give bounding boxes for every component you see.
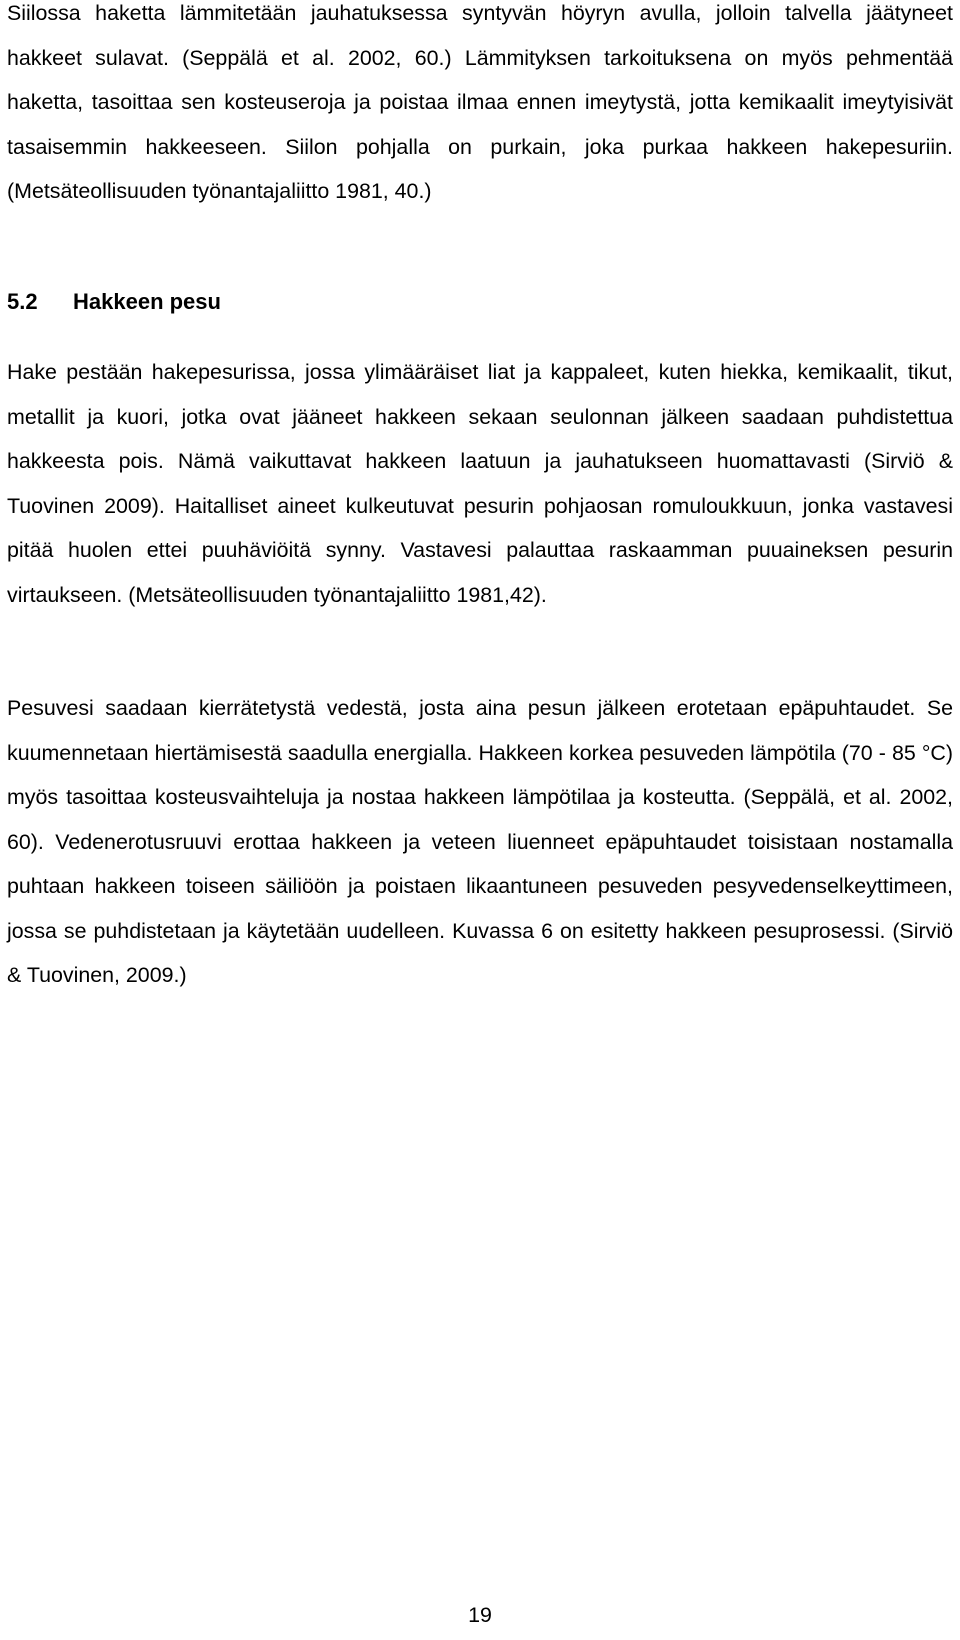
section-title: Hakkeen pesu bbox=[73, 289, 221, 314]
section-number: 5.2 bbox=[7, 289, 38, 314]
section-heading bbox=[7, 287, 221, 317]
page-number: 19 bbox=[468, 1603, 492, 1627]
body-paragraph: Pesuvesi saadaan kierrätetystä vedestä, josta aina pesun jälkeen erotetaan epäpuhtaudet. Se kuumennetaan hiertämisestä saadulla energialla. Hakkeen korkea pesuveden lämpötila (70 - 85 °C) myös tasoittaa kosteusvaihteluja ja nostaa hakkeen lämpötilaa ja kosteutta. (Seppälä, et al. 2002, 60). Vedenerotusruuvi erottaa hakkeen ja veteen liuenneet epäpuhtaudet toisistaan nostamalla puhtaan hakkeen toiseen säiliöön ja poistaen likaantuneen pesuveden pesyvedenselkeyttimeen, jossa se puhdistetaan ja käytetään uudelleen. Kuvassa 6 on esitetty hakkeen pesuprosessi. (Sirviö & Tuovinen, 2009.) bbox=[7, 696, 953, 987]
intro-paragraph: Siilossa haketta lämmitetään jauhatuksessa syntyvän höyryn avulla, jolloin talvella jäätyneet hakkeet sulavat. (Seppälä et al. 2002, 60.) Lämmityksen tarkoituksena on myös pehmentää haketta, tasoittaa sen kosteuseroja ja poistaa ilmaa ennen imeytystä, jotta kemikaalit imeytyisivät tasaisemmin hakkeeseen. Siilon pohjalla on purkain, joka purkaa hakkeen hakepesuriin. (Metsäteollisuuden työnantajaliitto 1981, 40.) bbox=[7, 1, 953, 203]
body-paragraph: Hake pestään hakepesurissa, jossa ylimääräiset liat ja kappaleet, kuten hiekka, kemikaalit, tikut, metallit ja kuori, jotka ovat jääneet hakkeen sekaan seulonnan jälkeen saadaan puhdistettua hakkeesta pois. Nämä vaikuttavat hakkeen laatuun ja jauhatukseen huomattavasti (Sirviö & Tuovinen 2009). Haitalliset aineet kulkeutuvat pesurin pohjaosan romuloukkuun, jonka vastavesi pitää huolen ettei puuhäviöitä synny. Vastavesi palauttaa raskaamman puuaineksen pesurin virtaukseen. (Metsäteollisuuden työnantajaliitto 1981,42). bbox=[7, 360, 953, 607]
